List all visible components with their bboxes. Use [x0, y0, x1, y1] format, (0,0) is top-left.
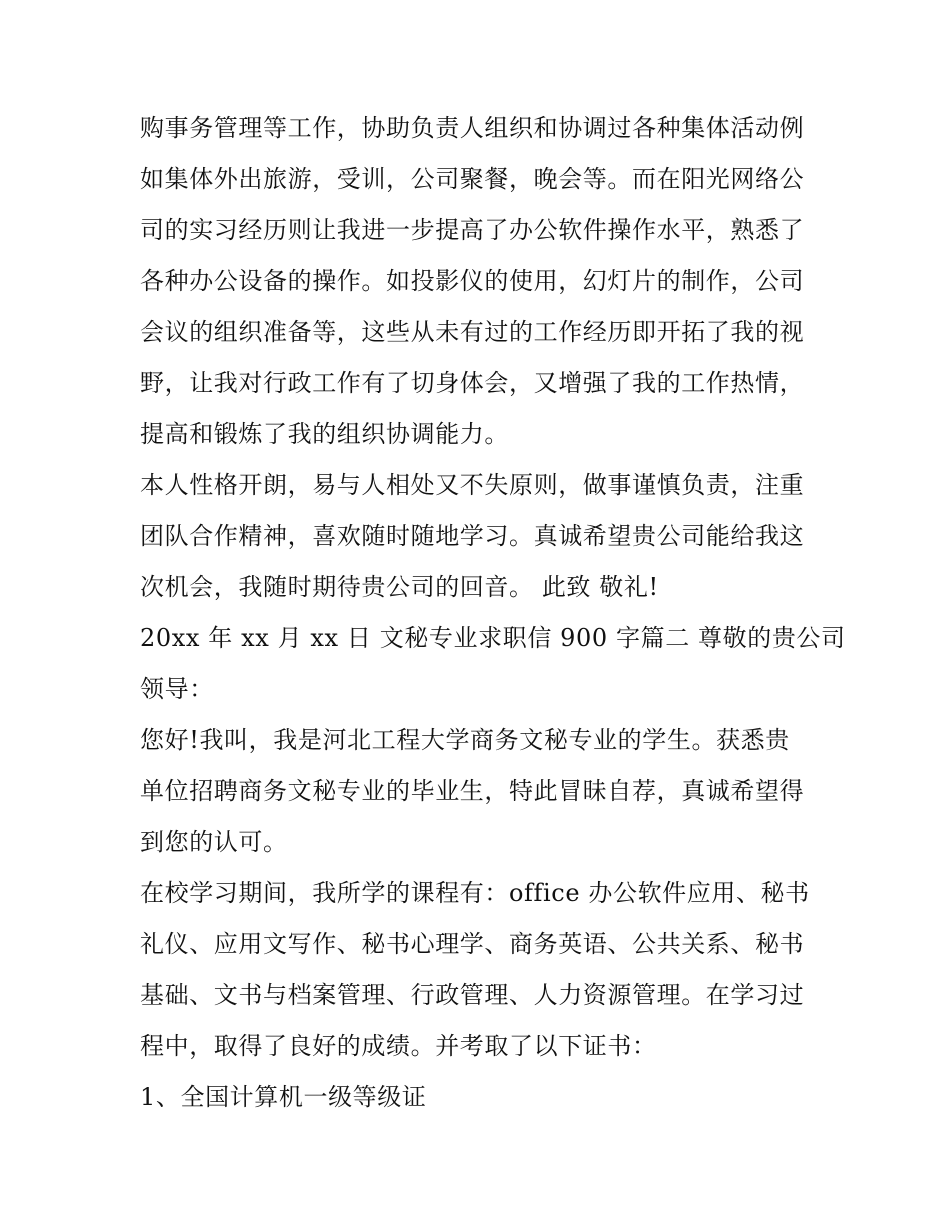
text-line: 您好!我叫，我是河北工程大学商务文秘专业的学生。获悉贵 [140, 726, 790, 754]
text-line: 20xx 年 xx 月 xx 日 文秘专业求职信 900 字篇二 尊敬的贵公司 [140, 624, 846, 652]
text-line: 如集体外出旅游，受训，公司聚餐，晚会等。而在阳光网络公 [140, 165, 805, 193]
text-line: 程中，取得了良好的成绩。并考取了以下证书： [140, 1032, 657, 1060]
text-line: 提高和锻炼了我的组织协调能力。 [140, 420, 509, 448]
text-line: 购事务管理等工作，协助负责人组织和协调过各种集体活动例 [140, 114, 805, 142]
text-line: 到您的认可。 [140, 828, 288, 856]
text-line: 基础、文书与档案管理、行政管理、人力资源管理。在学习过 [140, 981, 805, 1009]
text-line: 在校学习期间，我所学的课程有：office 办公软件应用、秘书 [140, 879, 810, 907]
text-line: 1、全国计算机一级等级证 [140, 1083, 427, 1111]
text-line: 司的实习经历则让我进一步提高了办公软件操作水平，熟悉了 [140, 216, 805, 244]
text-line: 单位招聘商务文秘专业的毕业生，特此冒昧自荐，真诚希望得 [140, 777, 805, 805]
text-line: 各种办公设备的操作。如投影仪的使用，幻灯片的制作，公司 [140, 267, 805, 295]
text-line: 领导： [140, 675, 214, 703]
text-line: 会议的组织准备等，这些从未有过的工作经历即开拓了我的视 [140, 318, 805, 346]
text-line: 团队合作精神，喜欢随时随地学习。真诚希望贵公司能给我这 [140, 522, 805, 550]
text-line: 本人性格开朗，易与人相处又不失原则，做事谨慎负责，注重 [140, 471, 805, 499]
document-body [140, 103, 846, 1123]
text-line: 礼仪、应用文写作、秘书心理学、商务英语、公共关系、秘书 [140, 930, 805, 958]
text-line: 野，让我对行政工作有了切身体会，又增强了我的工作热情， [140, 369, 805, 397]
text-line: 次机会，我随时期待贵公司的回音。 此致 敬礼! [140, 573, 659, 601]
